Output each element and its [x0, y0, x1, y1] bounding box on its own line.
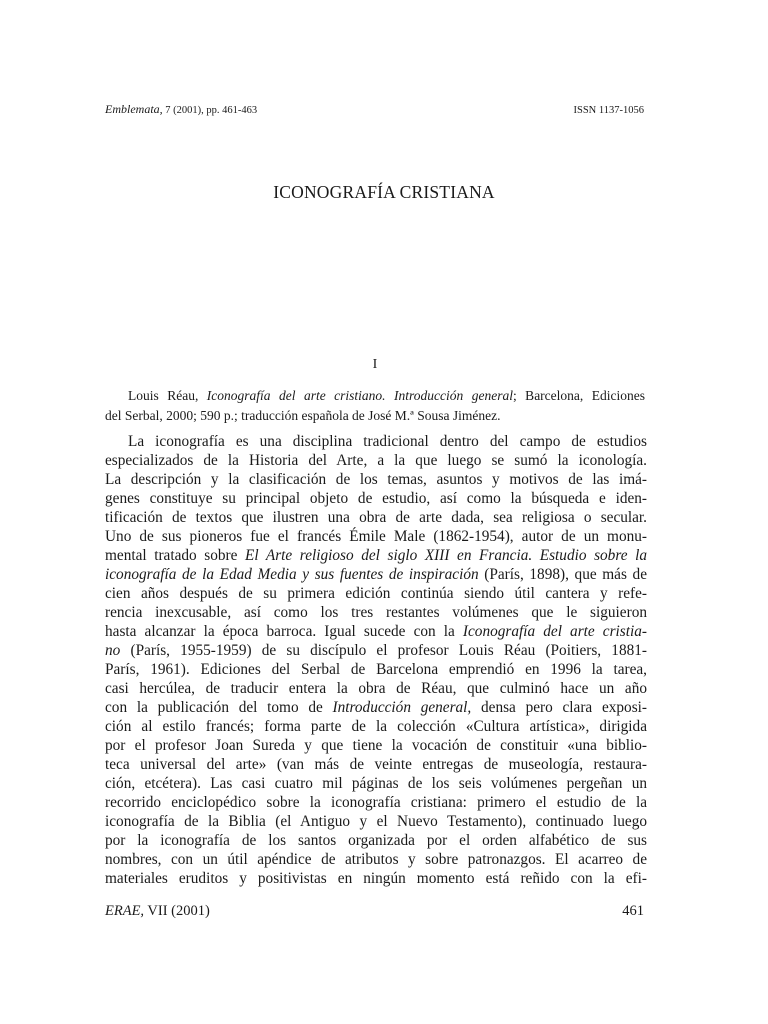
text-line [105, 451, 647, 470]
text-run: iconografía de la Biblia (el Antiguo y el Nuevo Testamento), continuado luego [105, 813, 647, 830]
text-run: Louis Réau, [128, 388, 207, 403]
journal-citation [105, 102, 257, 117]
text-line [105, 584, 647, 603]
text-line [105, 869, 647, 888]
text-line [105, 755, 647, 774]
italic-text: iconografía de la Edad Media y sus fuentes de inspiración [105, 566, 479, 583]
text-run: (París, 1898), que más de [478, 566, 647, 583]
body-text [105, 432, 647, 888]
text-line [105, 489, 647, 508]
text-run: densa pero clara exposi- [471, 699, 647, 716]
article-title: ICONOGRAFÍA CRISTIANA [273, 182, 495, 202]
footer-journal [105, 903, 210, 920]
text-run: por la iconografía de los santos organizada por el orden alfabético de sus [105, 832, 647, 849]
text-run: ción, etcétera). Las casi cuatro mil páginas de los seis volúmenes pergeñan un [105, 775, 647, 792]
italic-text: Iconografía del arte cristia- [462, 623, 647, 640]
issn: ISSN 1137-1056 [573, 105, 644, 116]
text-line [105, 812, 647, 831]
text-line [105, 698, 647, 717]
text-line [105, 432, 647, 451]
text-run: La iconografía es una disciplina tradicional dentro del campo de estudios [128, 433, 647, 450]
text-run: París, 1961). Ediciones del Serbal de Barcelona emprendió en 1996 la tarea, [105, 661, 647, 678]
journal-volume-pages: 7 (2001), pp. 461-463 [162, 105, 258, 116]
text-run: materiales eruditos y positivistas en ningún momento está reñido con la efi- [105, 870, 647, 887]
text-line [105, 565, 647, 584]
running-header [105, 102, 644, 117]
text-run: La descripción y la clasificación de los temas, asuntos y motivos de las imá- [105, 471, 647, 488]
text-run: por el profesor Joan Sureda y que tiene la vocación de constituir «una biblio- [105, 737, 647, 754]
text-run: hasta alcanzar la época barroca. Igual sucede con la [105, 623, 463, 640]
text-line [105, 831, 647, 850]
text-line [105, 546, 647, 565]
text-run: ción al estilo francés; forma parte de la colección «Cultura artística», dirigida [105, 718, 647, 735]
text-run: Uno de sus pioneros fue el francés Émile Male (1862-1954), autor de un monu- [105, 528, 647, 545]
text-line [105, 679, 647, 698]
section-number: I [372, 357, 378, 372]
text-line [105, 774, 647, 793]
text-run: mental tratado sobre [105, 547, 245, 564]
text-line [105, 508, 647, 527]
reference-line [105, 386, 645, 406]
text-run: recorrido enciclopédico sobre la iconografía cristiana: primero el estudio de la [105, 794, 647, 811]
text-run: nombres, con un útil apéndice de atributos y sobre patronazgos. El acarreo de [105, 851, 647, 868]
text-line [105, 641, 647, 660]
text-line [105, 470, 647, 489]
text-run: cien años después de su primera edición continúa siendo útil cantera y refe- [105, 585, 647, 602]
journal-name: Emblemata, [105, 102, 163, 116]
text-line [105, 717, 647, 736]
text-run: del Serbal, 2000; 590 p.; traducción española de José M.ª Sousa Jiménez. [105, 408, 501, 423]
footer-volume: VII (2001) [144, 903, 210, 919]
reference-line [105, 406, 645, 426]
text-line [105, 736, 647, 755]
text-run: con la publicación del tomo de [105, 699, 333, 716]
italic-text: Introducción general, [332, 699, 472, 716]
italic-text: Iconografía del arte cristiano. Introducción general [206, 388, 513, 403]
text-run: tificación de textos que ilustren una obra de arte dada, sea religiosa o secular. [105, 509, 647, 526]
running-footer [105, 903, 644, 920]
text-line [105, 850, 647, 869]
text-line [105, 527, 647, 546]
italic-text: no [105, 642, 121, 659]
text-run: genes constituye su principal objeto de estudio, así como la búsqueda e iden- [105, 490, 647, 507]
text-line [105, 793, 647, 812]
text-run: (París, 1955-1959) de su discípulo el profesor Louis Réau (Poitiers, 1881- [120, 642, 647, 659]
text-line [105, 622, 647, 641]
text-run: casi hercúlea, de traducir entera la obra de Réau, que culminó hace un año [105, 680, 647, 697]
footer-journal-name: ERAE, [105, 903, 145, 919]
text-line [105, 660, 647, 679]
text-run: especializados de la Historia del Arte, a la que luego se sumó la iconología. [105, 452, 647, 469]
text-line [105, 603, 647, 622]
italic-text: El Arte religioso del siglo XIII en Francia. Estudio sobre la [244, 547, 647, 564]
text-run: teca universal del arte» (van más de veinte entregas de museología, restaura- [105, 756, 647, 773]
page-number: 461 [622, 903, 644, 919]
text-run: ; Barcelona, Ediciones [512, 388, 645, 403]
bibliographic-reference [105, 386, 645, 426]
text-run: rencia inexcusable, así como los tres restantes volúmenes que le siguieron [105, 604, 647, 621]
